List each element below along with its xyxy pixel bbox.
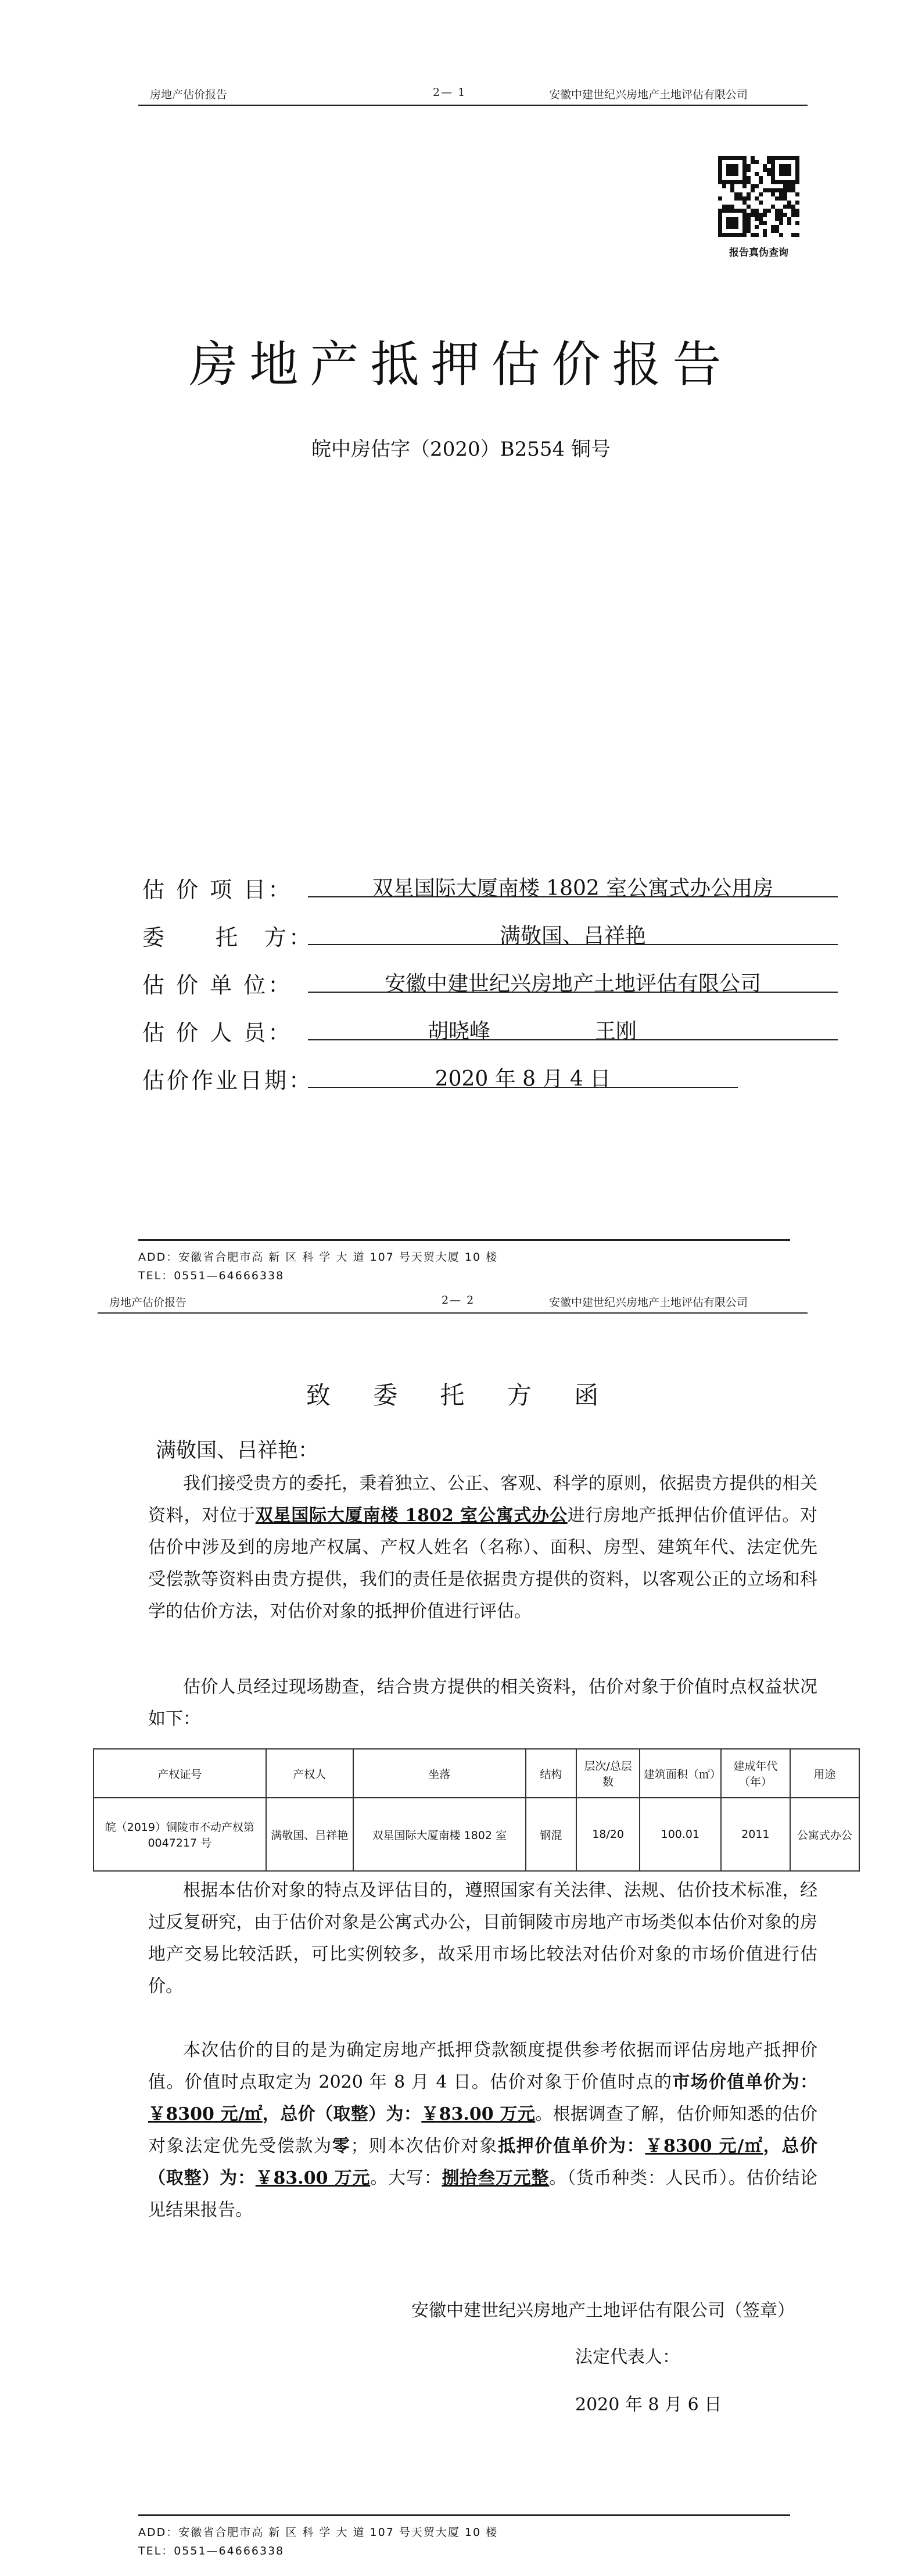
page2-footer-tel: TEL：0551—64666338 — [138, 2545, 285, 2557]
page1-footer-rule — [138, 1239, 790, 1241]
table-cell-owner: 满敬国、吕祥艳 — [266, 1798, 353, 1871]
table-cell-cert: 皖（2019）铜陵市不动产权第 0047217 号 — [94, 1798, 266, 1871]
signature-date: 2020 年 8 月 6 日 — [575, 2395, 722, 2415]
paragraph-4-amount-words: 捌拾叁万元整 — [442, 2168, 550, 2188]
paragraph-2: 估价人员经过现场勘查，结合贵方提供的相关资料，估价对象于价值时点权益状况如下： — [148, 1677, 817, 1729]
table-cell-use: 公寓式办公 — [790, 1798, 859, 1871]
table-header-use: 用途 — [790, 1749, 859, 1798]
letter-title: 致 委 托 方 函 — [306, 1381, 616, 1409]
paragraph-1-property: 双星国际大厦南楼 1802 室公寓式办公 — [255, 1505, 568, 1526]
table-cell-floor: 18/20 — [576, 1798, 640, 1871]
paragraph-4-mortgage-total: ￥83.00 万元 — [255, 2168, 371, 2188]
info-value-appraiser-1: 胡晓峰 — [427, 1019, 490, 1043]
paragraph-3: 根据本估价对象的特点及评估目的，遵照国家有关法律、法规、估价技术标准，经过反复研究，由于估价对象是公寓式办公，目前铜陵市房地产市场类似本估价对象的房地产交易比较活跃，可比实例较多，故采用市场比较法对估价对象的市场价值进行估价。 — [148, 1880, 817, 1997]
page2-header-page-number: 2— 2 — [442, 1294, 475, 1307]
info-label-appraiser-firm: 估 价 单 位： — [142, 972, 293, 998]
page2-header-rule — [98, 1312, 808, 1314]
table-cell-area: 100.01 — [640, 1798, 721, 1871]
paragraph-4-market-total-label: ，总价（取整）为： — [262, 2104, 422, 2124]
info-value-work-date: 2020 年 8 月 4 日 — [435, 1067, 611, 1091]
table-header-row — [94, 1749, 859, 1798]
table-header-cert: 产权证号 — [94, 1749, 266, 1798]
page1-footer-address: ADD：安徽省合肥市高 新 区 科 学 大 道 107 号天贸大厦 10 楼 — [138, 1251, 498, 1264]
page1-header-right: 安徽中建世纪兴房地产土地评估有限公司 — [549, 88, 748, 101]
paragraph-4-mortgage-total-label: ，总价（取整）为： — [148, 2136, 818, 2188]
paragraph-4-market-unit-price: ￥8300 元/㎡ — [148, 2104, 263, 2124]
info-label-appraisers: 估 价 人 员： — [142, 1020, 293, 1046]
table-header-location: 坐落 — [353, 1749, 526, 1798]
page1-header-rule — [138, 105, 808, 106]
table-cell-year: 2011 — [721, 1798, 790, 1871]
signature-company: 安徽中建世纪兴房地产土地评估有限公司（签章） — [411, 2300, 795, 2321]
paragraph-4-text-h: ；则本次估价对象 — [350, 2136, 498, 2156]
table-header-floor: 层次/总层数 — [576, 1749, 640, 1798]
info-label-work-date: 估价作业日期： — [142, 1068, 314, 1093]
paragraph-4-market-total: ￥83.00 万元 — [421, 2104, 536, 2124]
paragraph-4 — [148, 2034, 817, 2226]
page2-footer-address: ADD：安徽省合肥市高 新 区 科 学 大 道 107 号天贸大厦 10 楼 — [138, 2526, 498, 2539]
qr-code-icon — [718, 156, 799, 237]
page2-header-right: 安徽中建世纪兴房地产土地评估有限公司 — [549, 1296, 748, 1309]
table-cell-location: 双星国际大厦南楼 1802 室 — [353, 1798, 526, 1871]
signature-legal-rep: 法定代表人： — [575, 2347, 680, 2367]
info-value-appraiser-firm: 安徽中建世纪兴房地产土地评估有限公司 — [384, 972, 761, 996]
table-header-year: 建成年代（年） — [721, 1749, 790, 1798]
report-title: 房地产抵押估价报告 — [189, 336, 733, 393]
info-value-client: 满敬国、吕祥艳 — [499, 924, 646, 948]
paragraph-4-text-a: 本次估价的目的是为确定房地产抵押贷款额度提供参考依据而评估房地产抵押价值。价值时点取定为 2020 年 8 月 4 日。估价对象于价值时点的 — [148, 2040, 817, 2092]
page1-header-page-number: 2— 1 — [433, 86, 467, 99]
info-label-client: 委 托 方： — [142, 925, 314, 950]
table-row — [94, 1798, 859, 1871]
paragraph-1-text-a: 我们接受贵方的委托，秉着独立、公正、客观、科学的原则，依据贵方提供的相关资料，对位于 — [148, 1473, 817, 1526]
paragraph-1-text-c: 进行房地产抵押估价值评估。对估价中涉及到的房地产权属、产权人姓名（名称）、面积、房型、建筑年代、法定优先受偿款等资料由贵方提供，我们的责任是依据贵方提供的资料，以客观公正的立场和科学的估价方法，对估价对象的抵押价值进行评估。 — [148, 1505, 818, 1622]
property-table — [93, 1748, 860, 1872]
paragraph-1 — [148, 1468, 817, 1627]
report-number: 皖中房估字（2020）B2554 铜号 — [311, 438, 611, 461]
qr-label: 报告真伪查询 — [729, 247, 788, 259]
table-header-structure: 结构 — [526, 1749, 577, 1798]
letter-addressee: 满敬国、吕祥艳： — [156, 1439, 319, 1462]
paragraph-4-mortgage-unit-price: ￥8300 元/㎡ — [645, 2136, 763, 2156]
paragraph-4-priority-amount: 零 — [332, 2136, 351, 2156]
paragraph-4-mortgage-label: 抵押价值单价为： — [497, 2136, 645, 2156]
paragraph-4-text-f: 。根据调查了解，估价师知悉的估价对象法定优先受偿款为 — [148, 2104, 818, 2156]
table-header-owner: 产权人 — [266, 1749, 353, 1798]
page1-footer-tel: TEL：0551—64666338 — [138, 1269, 285, 1282]
paragraph-4-text-o: 。（货币种类：人民币）。估价结论见结果报告。 — [148, 2168, 818, 2220]
info-value-project: 双星国际大厦南楼 1802 室公寓式办公用房 — [372, 876, 774, 900]
table-cell-structure: 钢混 — [526, 1798, 577, 1871]
table-header-area: 建筑面积（㎡） — [640, 1749, 721, 1798]
page1-header-left: 房地产估价报告 — [150, 88, 228, 101]
paragraph-4-text-m: 。大写： — [370, 2168, 442, 2188]
info-value-appraiser-2: 王刚 — [594, 1019, 637, 1043]
info-label-project: 估 价 项 目： — [142, 877, 293, 903]
page2-header-left: 房地产估价报告 — [109, 1296, 187, 1309]
paragraph-4-market-label: 市场价值单价为： — [672, 2072, 817, 2092]
page2-footer-rule — [138, 2514, 790, 2516]
